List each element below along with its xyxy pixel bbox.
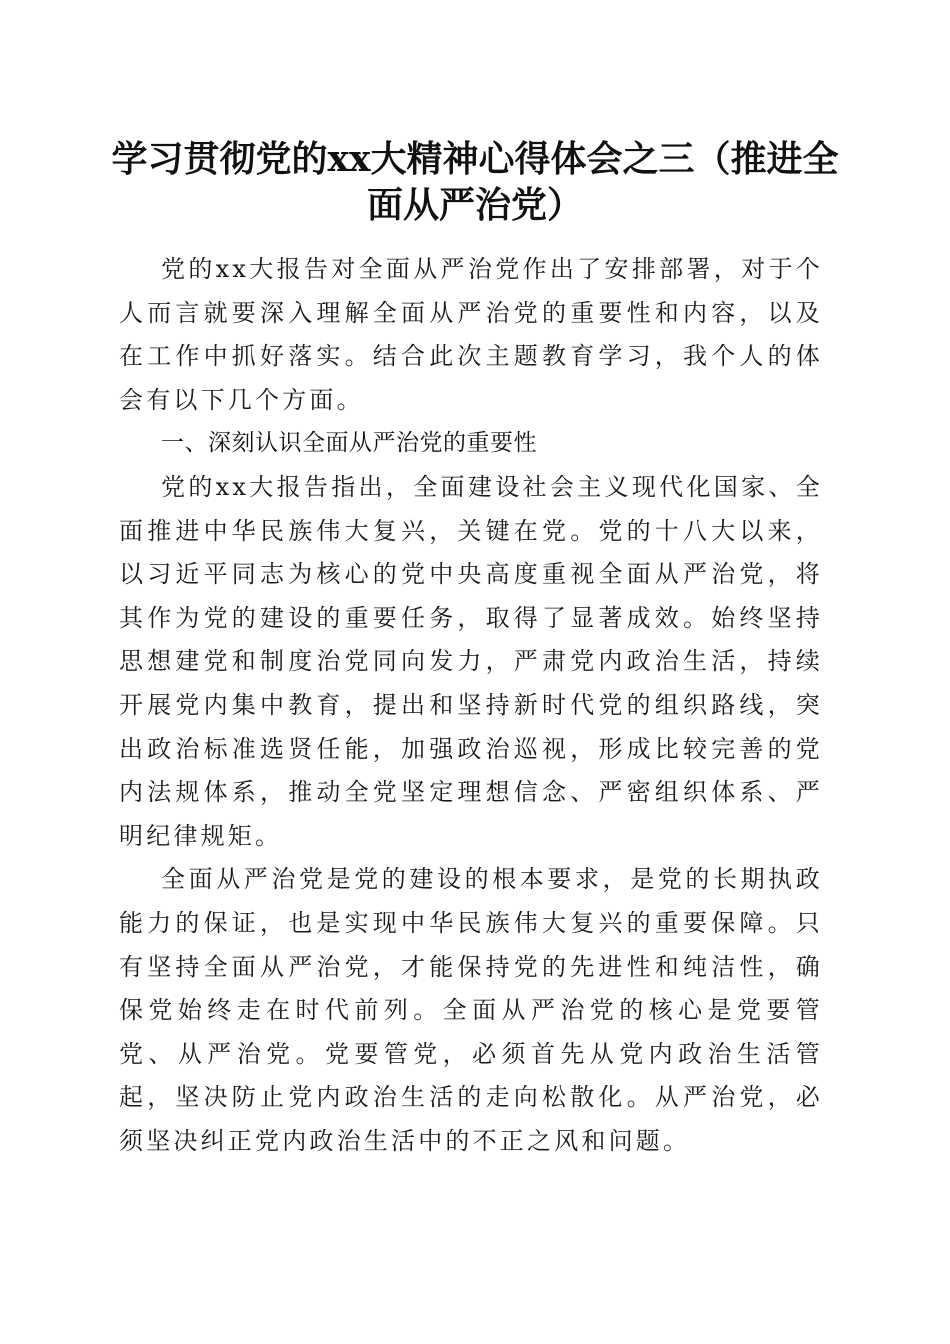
intro-paragraph: 党的xx大报告对全面从严治党作出了安排部署，对于个人而言就要深入理解全面从严治党的重要性和内容，以及在工作中抓好落实。结合此次主题教育学习，我个人的体会有以下几个方面。 <box>119 255 823 414</box>
section-1-paragraph-1: 党的xx大报告指出，全面建设社会主义现代化国家、全面推进中华民族伟大复兴，关键在党。党的十八大以来，以习近平同志为核心的党中央高度重视全面从严治党，将其作为党的建设的重要任务，取得了显著成效。始终坚持思想建党和制度治党同向发力，严肃党内政治生活，持续开展党内集中教育，提出和坚持新时代党的组织路线，突出政治标准选贤任能，加强政治巡视，形成比较完善的党内法规体系，推动全党坚定理想信念、严密组织体系、严明纪律规矩。 <box>119 472 823 850</box>
section-heading-1: 一、深刻认识全面从严治党的重要性 <box>161 430 537 457</box>
document-title: 学习贯彻党的xx大精神心得体会之三（推进全面从严治党） <box>111 138 839 226</box>
document-body <box>119 248 823 1163</box>
section-1-paragraph-2: 全面从严治党是党的建设的根本要求，是党的长期执政能力的保证，也是实现中华民族伟大复兴的重要保障。只有坚持全面从严治党，才能保持党的先进性和纯洁性，确保党始终走在时代前列。全面从严治党的核心是党要管党、从严治党。党要管党，必须首先从党内政治生活管起，坚决防止党内政治生活的走向松散化。从严治党，必须坚决纠正党内政治生活中的不正之风和问题。 <box>119 865 823 1155</box>
